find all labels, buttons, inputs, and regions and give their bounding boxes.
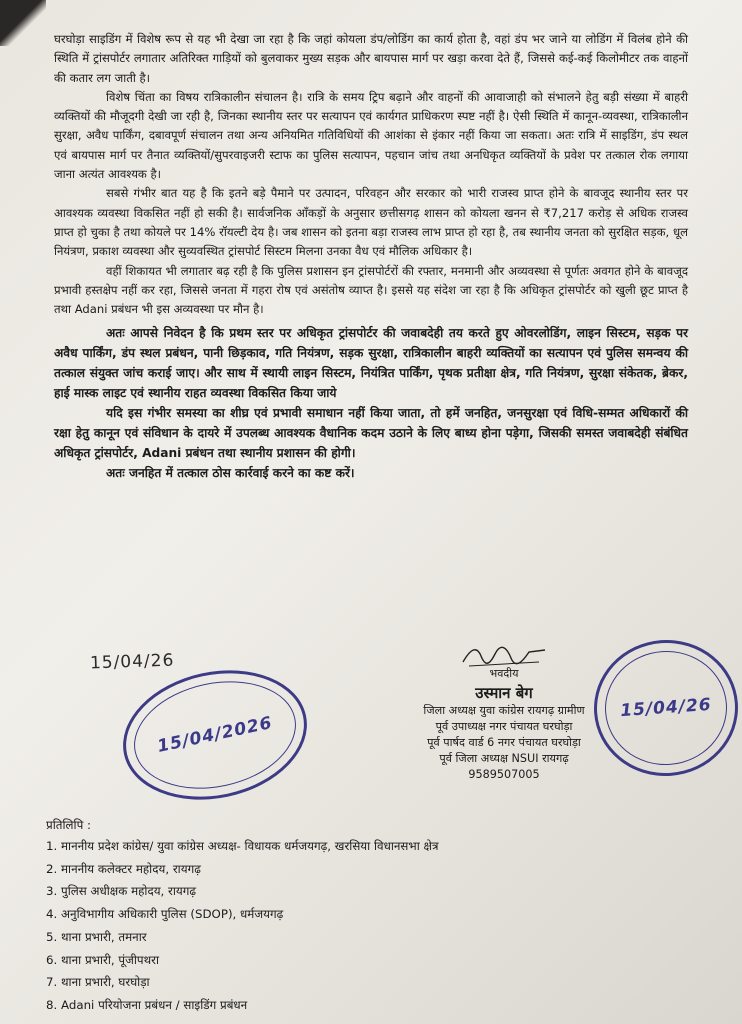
list-item: 5. थाना प्रभारी, तमनार bbox=[46, 929, 147, 944]
list-item: 8. Adani परियोजना प्रबंधन / साइडिंग प्रबंधन bbox=[46, 997, 248, 1012]
paragraph-parking: घरघोड़ा साइडिंग में विशेष रूप से यह भी देखा जा रहा है कि जहां कोयला डंप/लोडिंग का कार्य होता है, वहां डंप भर जाने या लोडिंग में विलंब होने की स्थिति में ट्रांसपोर्टर लगातार अतिरिक्त गाड़ियों को बुलवाकर मुख्य सड़क और बायपास मार्ग पर खड़ा करवा देते हैं, जिससे कई-कई किलोमीटर तक वाहनों की कतार लग जाती है। bbox=[54, 32, 688, 85]
list-item: 1. माननीय प्रदेश कांग्रेस/ युवा कांग्रेस अध्यक्ष- विधायक धर्मजयगढ़, खरसिया विधानसभा क्षेत्र bbox=[46, 839, 439, 853]
paragraph-revenue: सबसे गंभीर बात यह है कि इतने बड़े पैमाने पर उत्पादन, परिवहन और सरकार को भारी राजस्व प्राप्त होने के बावजूद स्थानीय स्तर पर आवश्यक व्यवस्था विकसित नहीं हो सकी है। सार्वजनिक आँकड़ों के अनुसार छत्तीसगढ़ शासन को कोयला खनन से ₹7,217 करोड़ से अधिक राजस्व प्राप्त हो चुका है तथा कोयले पर 14% रॉयल्टी देय है। जब शासन को इतना बड़ा राजस्व लाभ प्राप्त हो रहा है, तब स्थानीय जनता को सुरक्षित सड़क, धूल नियंत्रण, प्रकाश व्यवस्था और सुव्यवस्थित ट्रांसपोर्ट सिस्टम मिलना उनका वैध एवं मौलिक अधिकार है। bbox=[54, 186, 688, 259]
stamp-date-left: 15/04/2026 bbox=[155, 713, 275, 757]
designation-line: पूर्व जिला अध्यक्ष NSUI रायगढ़ bbox=[439, 752, 569, 765]
list-item: 2. माननीय कलेक्टर महोदय, रायगढ़ bbox=[46, 861, 201, 876]
list-item: 7. थाना प्रभारी, घरघोड़ा bbox=[46, 975, 150, 990]
paragraph-night-operations: विशेष चिंता का विषय रात्रिकालीन संचालन है। रात्रि के समय ट्रिप बढ़ाने और वाहनों की आवाजाही को संभालने हेतु बड़ी संख्या में बाहरी व्यक्तियों की मौजूदगी देखी जा रही है, जिनका स्थानीय स्तर पर सत्यापन एवं कार्यगत प्राधिकरण स्पष्ट नहीं है। ऐसी स्थिति में कानून-व्यवस्था, रात्रिकालीन सुरक्षा, अवैध पार्किंग, दबावपूर्ण संचालन तथा अन्य अनियमित गतिविधियों की आशंका से इंकार नहीं किया जा सकता। अतः रात्रि में साइडिंग, डंप स्थल एवं बायपास मार्ग पर तैनात व्यक्तियों/सुपरवाइजरी स्टाफ का पुलिस सत्यापन, पहचान जांच तथा अनधिकृत व्यक्तियों के प्रवेश पर तत्काल रोक लगाया जाना अत्यंत आवश्यक है। bbox=[54, 89, 688, 182]
paragraph-complaints: वहीं शिकायत भी लगातार बढ़ रही है कि पुलिस प्रशासन इन ट्रांसपोर्टरों की रफ्तार, मनमानी और अव्यवस्था से पूर्णतः अवगत होने के बावजूद प्रभावी हस्तक्षेप नहीं कर रहा, जिससे जनता में गहरा रोष एवं असंतोष व्याप्त है। इससे यह संदेश जा रहा है कि अधिकृत ट्रांसपोर्टर को खुली छूट प्राप्त है तथा Adani प्रबंधन भी इस अव्यवस्था पर मौन है। bbox=[54, 263, 688, 317]
copy-list bbox=[46, 817, 686, 1017]
office-stamp-left bbox=[111, 654, 319, 816]
list-item: 6. थाना प्रभारी, पूंजीपथरा bbox=[46, 952, 160, 967]
paragraph-closing: अतः जनहित में तत्काल ठोस कार्रवाई करने का कष्ट करें। bbox=[106, 466, 355, 481]
phone-number: 9589507005 bbox=[468, 768, 540, 781]
stamp-date-right: 15/04/26 bbox=[619, 694, 713, 722]
handwritten-date: 15/04/26 bbox=[89, 650, 175, 674]
paragraph-request: अतः आपसे निवेदन है कि प्रथम स्तर पर अधिकृत ट्रांसपोर्टर की जवाबदेही तय करते हुए ओवरलोडिंग, लाइन सिस्टम, सड़क पर अवैध पार्किंग, डंप स्थल प्रबंधन, पानी छिड़काव, गति नियंत्रण, सड़क सुरक्षा, रात्रिकालीन बाहरी व्यक्तियों का सत्यापन एवं पुलिस समन्वय की तत्काल संयुक्त जांच कराई जाए। और साथ में स्थायी लाइन सिस्टम, नियंत्रित पार्किंग, पृथक प्रतीक्षा क्षेत्र, गति नियंत्रण, सुरक्षा संकेतक, ब्रेकर, हाई मास्क लाइट एवं स्थानीय राहत व्यवस्था विकसित किया जाये bbox=[54, 326, 688, 401]
paragraph-warning: यदि इस गंभीर समस्या का शीघ्र एवं प्रभावी समाधान नहीं किया जाता, तो हमें जनहित, जनसुरक्षा एवं विधि-सम्मत अधिकारों की रक्षा हेतु कानून एवं संविधान के दायरे में उपलब्ध आवश्यक वैधानिक कदम उठाने के लिए बाध्य होना पड़ेगा, जिसकी समस्त जवाबदेही संबंधित अधिकृत ट्रांसपोर्टर, Adani प्रबंधन तथा स्थानीय प्रशासन की होगी। bbox=[54, 406, 688, 461]
designation-line: जिला अध्यक्ष युवा कांग्रेस रायगढ़ ग्रामीण bbox=[423, 704, 585, 717]
designation-line: पूर्व उपाध्यक्ष नगर पंचायत घरघोड़ा bbox=[435, 720, 573, 733]
copy-list-title: प्रतिलिपि : bbox=[46, 818, 92, 832]
background-corner bbox=[0, 0, 46, 46]
applicant-name: उस्मान बेग bbox=[475, 684, 533, 702]
letter-body bbox=[54, 30, 688, 483]
list-item: 4. अनुविभागीय अधिकारी पुलिस (SDOP), धर्मजयगढ़ bbox=[46, 907, 284, 922]
designation-line: पूर्व पार्षद वार्ड 6 नगर पंचायत घरघोड़ा bbox=[427, 736, 581, 749]
list-item: 3. पुलिस अधीक्षक महोदय, रायगढ़ bbox=[46, 884, 197, 899]
applicant-label: भवदीय bbox=[489, 667, 519, 680]
